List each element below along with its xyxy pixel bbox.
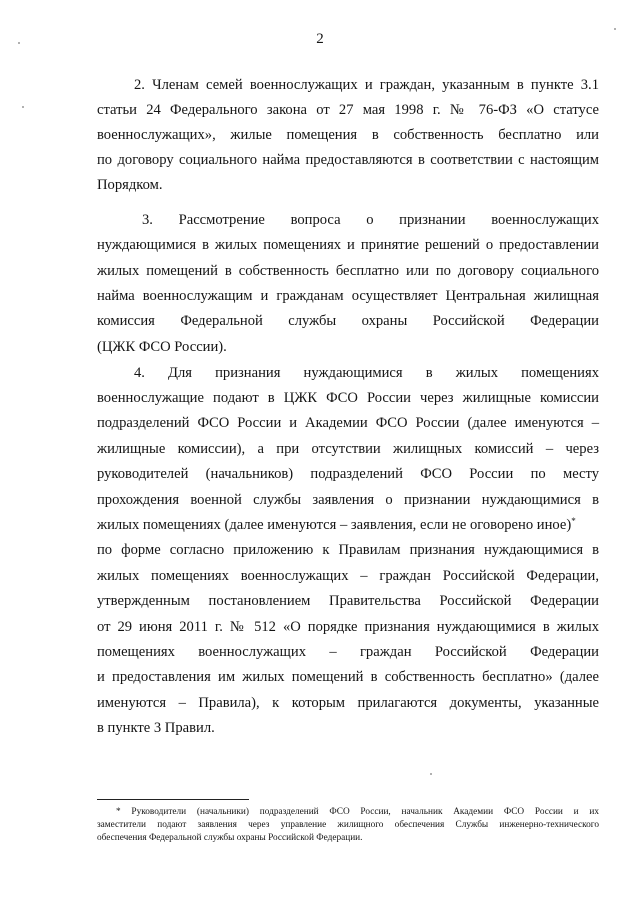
paragraph-line: от 29 июня 2011 г. № 512 «О порядке признания нуждающимися в жилых [97, 619, 599, 635]
paragraph-line: 2. Членам семей военнослужащих и граждан, указанным в пункте 3.1 [134, 77, 599, 93]
footnote-line: * Руководители (начальники) подразделений ФСО России, начальник Академии ФСО России и их [116, 807, 599, 817]
scan-speck [430, 773, 432, 775]
footnote-marker: * [571, 516, 576, 526]
paragraph-line: военнослужащих», жилые помещения в собственность бесплатно или [97, 127, 599, 143]
paragraph-line-text: жилых помещениях (далее именуются – заявления, если не оговорено иное) [97, 517, 572, 533]
page-number: 2 [316, 31, 324, 47]
paragraph-line: утвержденным постановлением Правительства Российской Федерации [97, 593, 599, 609]
paragraph-line: Порядком. [97, 177, 163, 193]
paragraph-line: нуждающимися в жилых помещениях и принятие решений о предоставлении [97, 237, 599, 253]
paragraph-line: 4. Для признания нуждающимися в жилых помещениях [134, 365, 599, 381]
paragraph-line: (ЦЖК ФСО России). [97, 339, 227, 355]
paragraph-line: руководителей (начальников) подразделений ФСО России по месту [97, 466, 599, 482]
paragraph-line: жилищные комиссии), а при отсутствии жилищных комиссий – через [97, 441, 599, 457]
paragraph-line: найма военнослужащим и гражданам осуществляет Центральная жилищная [97, 288, 599, 304]
footnote-line: обеспечения Федеральной службы охраны Российской Федерации. [97, 833, 363, 843]
paragraph-line: жилых помещений в собственность бесплатно или по договору социального [97, 263, 599, 279]
paragraph-line: 3. Рассмотрение вопроса о признании военнослужащих [142, 212, 599, 228]
paragraph-line: именуются – Правила), к которым прилагаются документы, указанные [97, 695, 599, 711]
paragraph-line: военнослужащие подают в ЦЖК ФСО России через жилищные комиссии [97, 390, 599, 406]
paragraph-line: по договору социального найма предоставляются в соответствии с настоящим [97, 152, 599, 168]
paragraph-line: в пункте 3 Правил. [97, 720, 215, 736]
paragraph-line: помещениях военнослужащих – граждан Российской Федерации [97, 644, 599, 660]
paragraph-line: и предоставления им жилых помещений в собственность бесплатно» (далее [97, 669, 599, 685]
footnote-line: заместители подают заявления через управление жилищного обеспечения Службы инженерно-технического [97, 820, 599, 830]
paragraph-line: по форме согласно приложению к Правилам признания нуждающимися в [97, 542, 599, 558]
scan-speck [22, 106, 24, 108]
scan-speck [18, 42, 20, 44]
paragraph-line: жилых помещениях военнослужащих – граждан Российской Федерации, [97, 568, 599, 584]
paragraph-line: подразделений ФСО России и Академии ФСО России (далее именуются – [97, 415, 599, 431]
paragraph-line: статьи 24 Федерального закона от 27 мая 1998 г. № 76-ФЗ «О статусе [97, 102, 599, 118]
paragraph-line: комиссия Федеральной службы охраны Российской Федерации [97, 313, 599, 329]
paragraph-line: прохождения военной службы заявления о признании нуждающимися в [97, 492, 599, 508]
paragraph-line [97, 516, 599, 534]
footnote-separator [97, 799, 249, 800]
scan-speck [614, 28, 616, 30]
